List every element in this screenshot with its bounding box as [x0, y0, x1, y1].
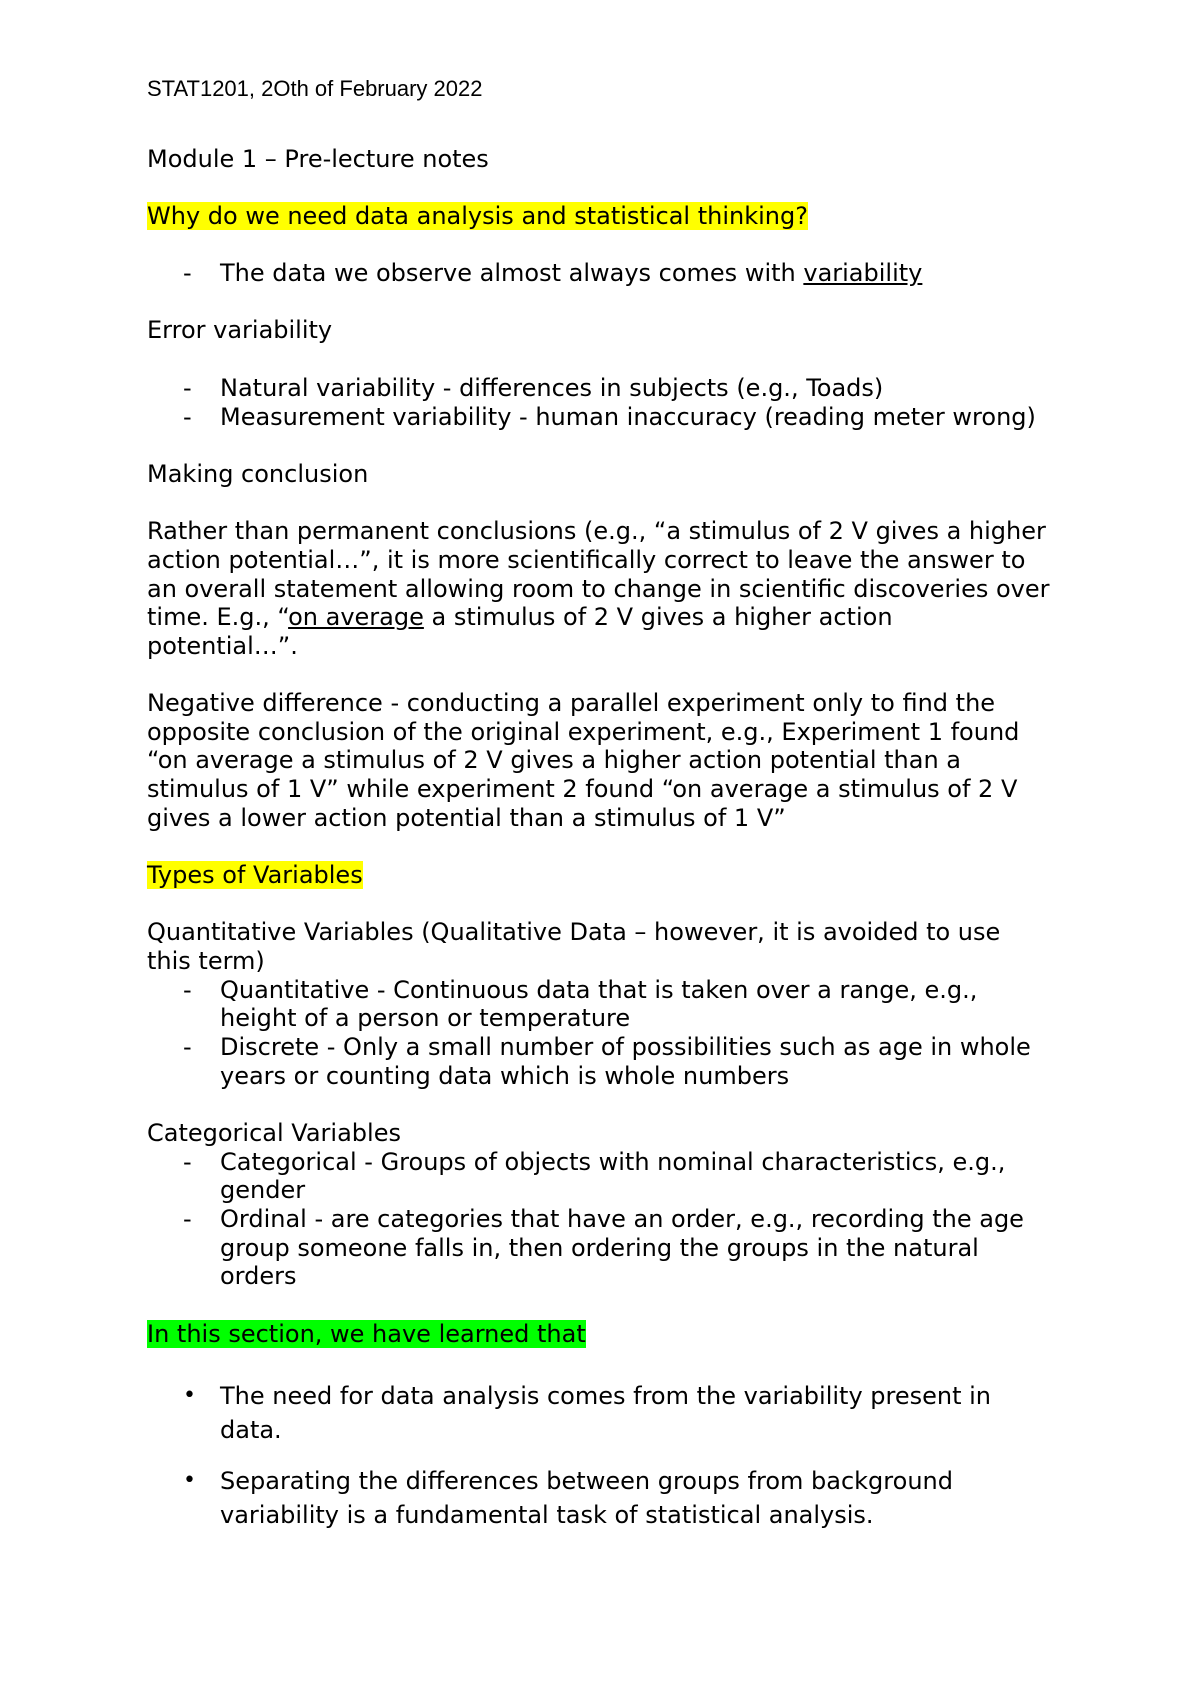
bullet-marker: •: [183, 1468, 196, 1493]
error-heading: Error variability: [147, 316, 333, 344]
quant-heading-line: Quantitative Variables (Qualitative Data – however, it is avoided to use: [147, 918, 1001, 946]
rather-line: potential…”.: [147, 632, 298, 660]
rather-line-underlined: on average: [288, 603, 424, 631]
negative-line: Negative difference - conducting a parallel experiment only to find the: [147, 689, 996, 717]
why-heading: [147, 202, 808, 231]
quant-item-line: years or counting data which is whole numbers: [220, 1062, 790, 1090]
cat-item-line: gender: [220, 1176, 306, 1204]
cat-item-line: orders: [220, 1262, 297, 1290]
dash-marker: -: [183, 1205, 192, 1233]
learned-heading-text: In this section, we have learned that: [147, 1320, 586, 1348]
dash-marker: -: [183, 976, 192, 1004]
cat-item-line: Categorical - Groups of objects with nominal characteristics, e.g.,: [220, 1148, 1006, 1176]
cat-item-line: Ordinal - are categories that have an order, e.g., recording the age: [220, 1205, 1024, 1233]
rather-line: Rather than permanent conclusions (e.g., “a stimulus of 2 V gives a higher: [147, 517, 1046, 545]
learned-item-line: Separating the differences between groups from background: [220, 1467, 953, 1495]
quant-item-line: height of a person or temperature: [220, 1004, 631, 1032]
quant-heading-line: this term): [147, 947, 265, 975]
dash-marker: -: [183, 259, 192, 287]
types-heading: [147, 861, 363, 890]
dash-marker: -: [183, 1148, 192, 1176]
rather-line: action potential…”, it is more scientifically correct to leave the answer to: [147, 546, 1026, 574]
dash-marker: -: [183, 403, 192, 431]
rather-line-prefix: time. E.g., “: [147, 603, 289, 631]
why-item-text: The data we observe almost always comes with: [220, 259, 804, 287]
negative-line: opposite conclusion of the original experiment, e.g., Experiment 1 found: [147, 718, 1020, 746]
why-heading-text: Why do we need data analysis and statistical thinking?: [147, 202, 808, 230]
document-header: STAT1201, 2Oth of February 2022: [147, 76, 483, 101]
negative-line: “on average a stimulus of 2 V gives a higher action potential than a: [147, 746, 962, 774]
why-item-underlined: variability: [803, 259, 923, 287]
dash-marker: -: [183, 374, 192, 402]
quant-item-line: Quantitative - Continuous data that is taken over a range, e.g.,: [220, 976, 978, 1004]
rather-line-suffix: a stimulus of 2 V gives a higher action: [423, 603, 893, 631]
rather-line: an overall statement allowing room to change in scientific discoveries over: [147, 575, 1050, 603]
dash-marker: -: [183, 1033, 192, 1061]
learned-item-line: variability is a fundamental task of statistical analysis.: [220, 1501, 874, 1529]
quant-item-line: Discrete - Only a small number of possibilities such as age in whole: [220, 1033, 1031, 1061]
cat-heading: Categorical Variables: [147, 1119, 401, 1147]
learned-item-line: The need for data analysis comes from the variability present in: [220, 1382, 992, 1410]
why-item: [220, 259, 922, 288]
making-heading: Making conclusion: [147, 460, 369, 488]
error-item: Measurement variability - human inaccuracy (reading meter wrong): [220, 403, 1036, 431]
error-item: Natural variability - differences in subjects (e.g., Toads): [220, 374, 884, 402]
cat-item-line: group someone falls in, then ordering the groups in the natural: [220, 1234, 979, 1262]
bullet-marker: •: [183, 1383, 196, 1408]
negative-line: stimulus of 1 V” while experiment 2 found “on average a stimulus of 2 V: [147, 775, 1018, 803]
negative-line: gives a lower action potential than a stimulus of 1 V”: [147, 804, 786, 832]
learned-heading: [147, 1320, 586, 1349]
learned-item-line: data.: [220, 1416, 282, 1444]
rather-line: [147, 603, 893, 632]
module-title: Module 1 – Pre-lecture notes: [147, 145, 489, 173]
types-heading-text: Types of Variables: [147, 861, 363, 889]
